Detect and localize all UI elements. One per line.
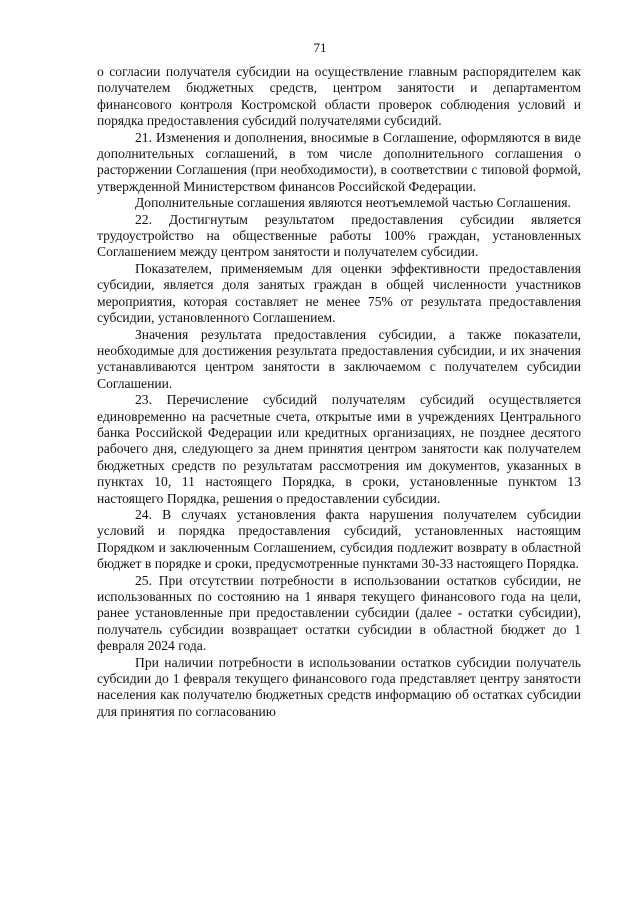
- document-body: [97, 64, 581, 720]
- paragraph-item-21: 21. Изменения и дополнения, вносимые в Соглашение, оформляются в виде дополнительных соглашений, в том числе дополнительного соглашения о расторжении Соглашения (при необходимости), в соответствии с типовой формой, утвержденной Министерством финансов Российской Федерации.: [97, 129, 581, 194]
- paragraph-item-25: 25. При отсутствии потребности в использовании остатков субсидии, не использованных по состоянию на 1 января текущего финансового года на цели, ранее установленные при предоставлении субсидии (далее - остатки субсидии), получатель субсидии возвращает остатки субсидии в областной бюджет до 1 февраля 2024 года.: [97, 572, 581, 654]
- paragraph-item-23: 23. Перечисление субсидий получателям субсидий осуществляется единовременно на расчетные счета, открытые ими в учреждениях Центрального банка Российской Федерации или кредитных организациях, не позднее десятого рабочего дня, следующего за днем принятия центром занятости как получателем бюджетных средств по результатам рассмотрения им документов, указанных в пунктах 10, 11 настоящего Порядка, в сроки, установленные пунктом 13 настоящего Порядка, решения о предоставлении субсидии.: [97, 392, 581, 506]
- paragraph-item-24: 24. В случаях установления факта нарушения получателем субсидии условий и порядка предоставления субсидий, установленных настоящим Порядком и заключенным Соглашением, субсидия подлежит возврату в областной бюджет в порядке и сроки, предусмотренные пунктами 30-33 настоящего Порядка.: [97, 506, 581, 572]
- paragraph-indicator: Показателем, применяемым для оценки эффективности предоставления субсидии, является доля занятых граждан в общей численности участников мероприятия, которая составляет не менее 75% от результата предоставления субсидии, установленного Соглашением.: [97, 260, 581, 326]
- paragraph-item-22: 22. Достигнутым результатом предоставления субсидии является трудоустройство на общественные работы 100% граждан, установленных Соглашением между центром занятости и получателем субсидии.: [97, 211, 581, 260]
- paragraph-remaining-need: При наличии потребности в использовании остатков субсидии получатель субсидии до 1 февраля текущего финансового года представляет центру занятости населения как получателю бюджетных средств информацию об остатках субсидии для принятия по согласованию: [97, 654, 581, 719]
- paragraph-result-values: Значения результата предоставления субсидии, а также показатели, необходимые для достижения результата предоставления субсидии, и их значения устанавливаются центром занятости в заключаемом с получателем субсидии Соглашении.: [97, 326, 581, 391]
- page-number: 71: [313, 40, 327, 55]
- paragraph-continuation: о согласии получателя субсидии на осуществление главным распорядителем как получателем бюджетных средств, центром занятости и департаментом финансового контроля Костромской области проверок соблюдения условий и порядка предоставления субсидий получателями субсидий.: [97, 64, 581, 129]
- paragraph-additional-agreements: Дополнительные соглашения являются неотъемлемой частью Соглашения.: [135, 195, 571, 211]
